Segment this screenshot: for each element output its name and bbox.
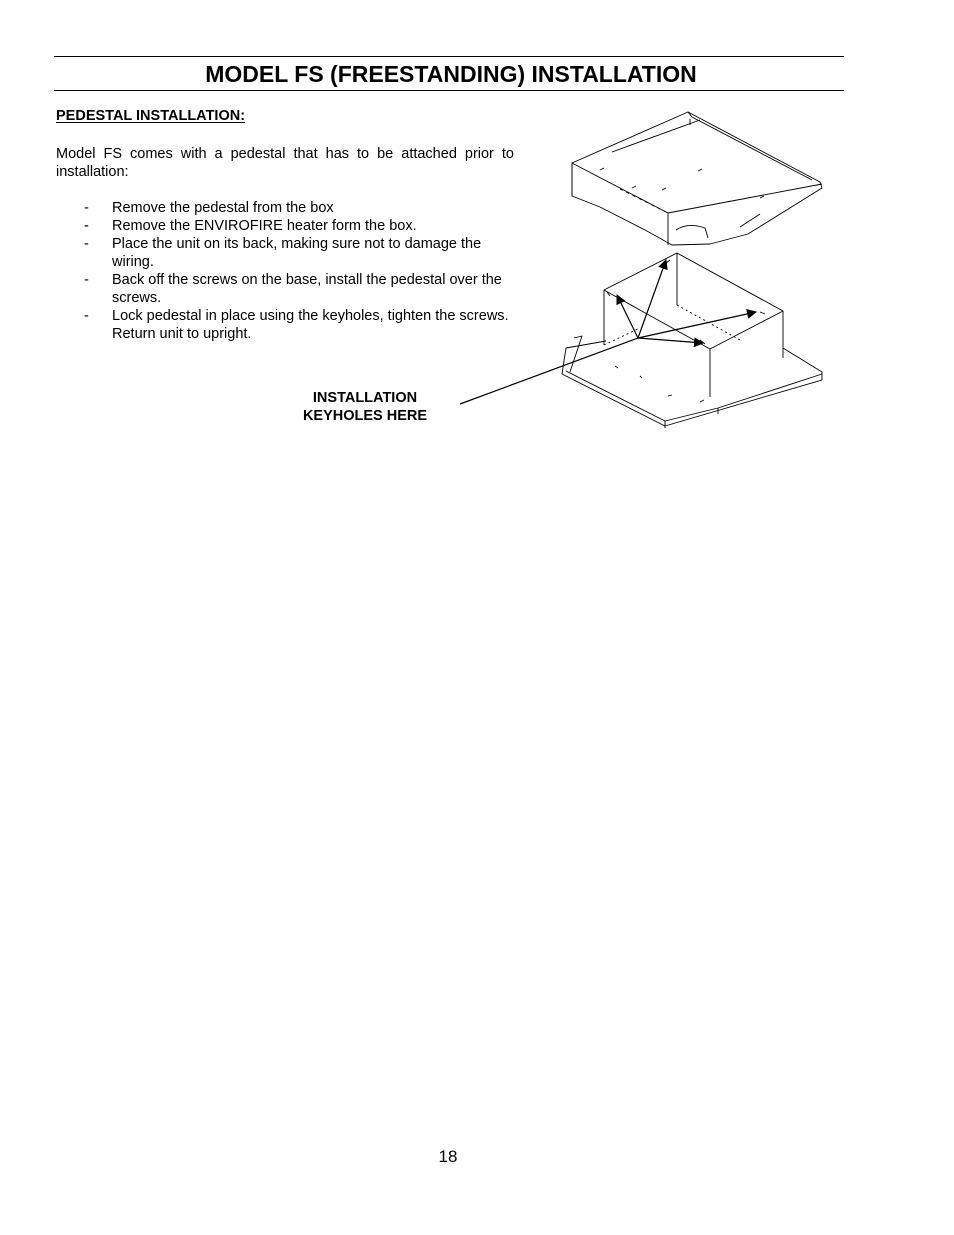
page-title: MODEL FS (FREESTANDING) INSTALLATION <box>205 61 697 87</box>
arrow-keyhole-front <box>638 338 703 343</box>
pedestal-box-drawing <box>604 253 783 397</box>
list-item <box>56 271 526 307</box>
instruction-list <box>56 199 526 343</box>
list-bullet: - <box>84 218 89 234</box>
list-item <box>56 235 526 271</box>
section-heading: PEDESTAL INSTALLATION: <box>56 108 246 124</box>
list-item-text: Back off the screws on the base, install the pedestal over the screws. <box>112 272 502 306</box>
base-plate-drawing <box>562 336 822 428</box>
arrow-keyhole-front-left <box>617 295 638 338</box>
list-item-text: Remove the pedestal from the box <box>112 200 334 216</box>
list-item-text: Remove the ENVIROFIRE heater form the box. <box>112 218 417 234</box>
list-item <box>56 307 526 343</box>
callout-line-1: INSTALLATION <box>312 390 418 406</box>
list-bullet: - <box>84 272 89 288</box>
intro-paragraph: Model FS comes with a pedestal that has to be attached prior to installation: <box>56 146 514 180</box>
list-item-text: Place the unit on its back, making sure not to damage the wiring. <box>112 236 482 270</box>
list-item-text: Lock pedestal in place using the keyholes, tighten the screws. Return unit to upright. <box>112 308 509 342</box>
arrow-keyhole-back <box>638 260 666 338</box>
callout-line-2: KEYHOLES HERE <box>302 408 428 424</box>
list-item <box>56 199 526 217</box>
list-item <box>56 217 526 235</box>
list-bullet: - <box>84 200 89 216</box>
callout-leader-line <box>460 338 638 404</box>
list-bullet: - <box>84 236 89 252</box>
list-bullet: - <box>84 308 89 324</box>
heater-base-drawing <box>572 112 822 245</box>
arrow-keyhole-right <box>638 312 756 338</box>
page-header <box>54 56 844 91</box>
page-number: 18 <box>438 1147 458 1166</box>
keyholes-callout <box>290 389 440 425</box>
